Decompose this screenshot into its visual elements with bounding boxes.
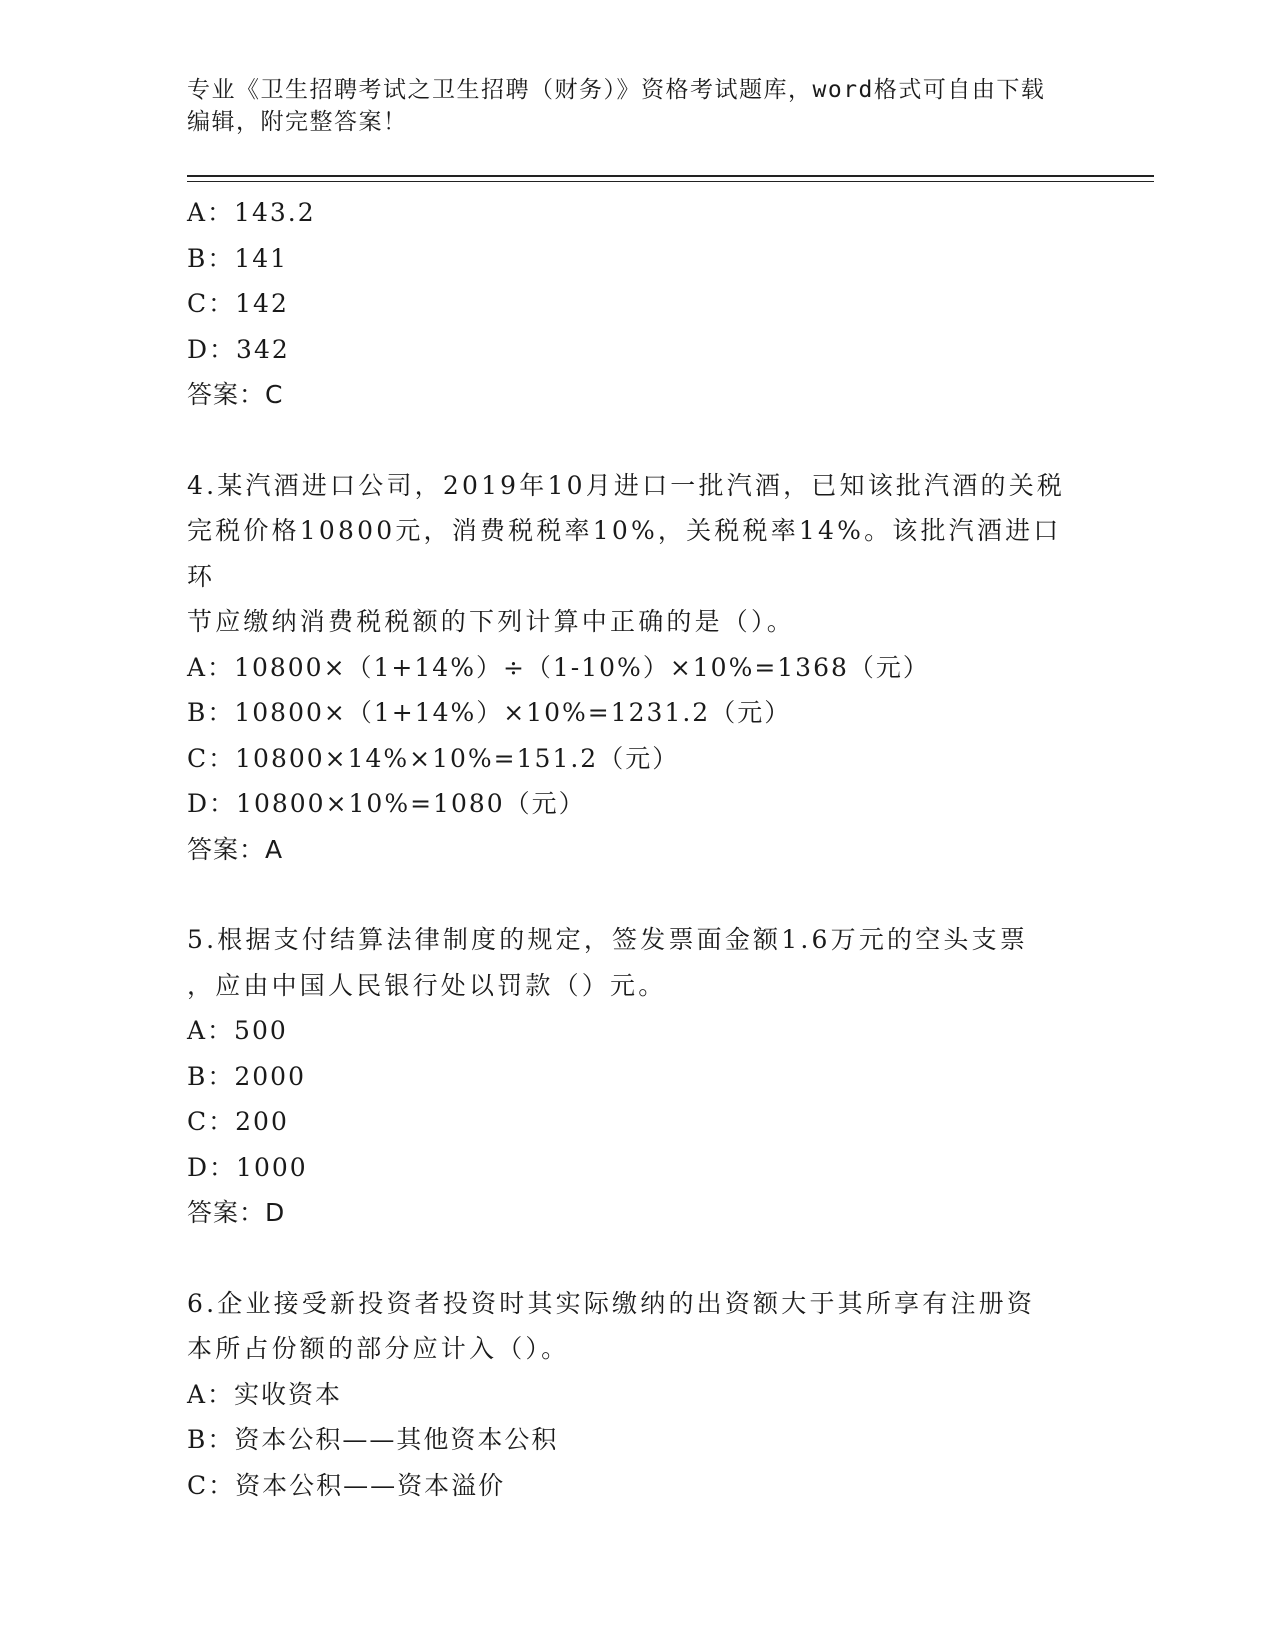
question-text-line: 4.某汽酒进口公司，2019年10月进口一批汽酒，已知该批汽酒的关税 [187, 470, 1066, 500]
question-content [187, 190, 1087, 1508]
option-a: A：10800×（1+14%）÷（1-10%）×10%=1368（元） [187, 652, 930, 682]
option-b: B：2000 [187, 1061, 306, 1091]
question-3 [187, 190, 1087, 418]
answer: 答案：A [187, 834, 284, 864]
header-line-2: 编辑，附完整答案！ [187, 109, 408, 135]
option-c: C：10800×14%×10%=151.2（元） [187, 743, 680, 773]
header-line-1: 专业《卫生招聘考试之卫生招聘（财务）》资格考试题库，word格式可自由下载 [187, 77, 1046, 103]
option-b: B：10800×（1+14%）×10%=1231.2（元） [187, 698, 792, 727]
document-header [187, 74, 1087, 138]
spacer [187, 872, 1087, 917]
option-d: D：342 [187, 334, 290, 364]
question-text-line: 本所占份额的部分应计入（）。 [187, 1334, 570, 1363]
header-divider-thin [187, 181, 1154, 182]
option-a: A：实收资本 [187, 1379, 343, 1409]
question-6 [187, 1281, 1087, 1509]
question-4 [187, 463, 1087, 873]
option-c: C：142 [187, 289, 289, 318]
spacer [187, 418, 1087, 463]
question-text-line: 节应缴纳消费税税额的下列计算中正确的是（）。 [187, 607, 795, 636]
question-text-line: 5.根据支付结算法律制度的规定，签发票面金额1.6万元的空头支票 [187, 925, 1029, 954]
answer: 答案：D [187, 1198, 286, 1227]
option-a: A：500 [187, 1016, 288, 1045]
option-a: A：143.2 [187, 198, 316, 227]
question-text-line: ，应由中国人民银行处以罚款（）元。 [187, 970, 667, 1000]
header-divider-thick [187, 175, 1154, 177]
answer: 答案：C [187, 380, 284, 409]
option-d: D：10800×10%=1080（元） [187, 789, 586, 818]
question-5 [187, 917, 1087, 1236]
option-b: B：资本公积——其他资本公积 [187, 1425, 559, 1454]
option-b: B：141 [187, 243, 289, 273]
option-c: C：资本公积——资本溢价 [187, 1470, 506, 1500]
question-text-line: 完税价格10800元，消费税税率10%，关税税率14%。该批汽酒进口环 [187, 516, 1062, 591]
spacer [187, 1236, 1087, 1281]
option-d: D：1000 [187, 1152, 308, 1182]
option-c: C：200 [187, 1107, 289, 1136]
question-text-line: 6.企业接受新投资者投资时其实际缴纳的出资额大于其所享有注册资 [187, 1288, 1036, 1318]
